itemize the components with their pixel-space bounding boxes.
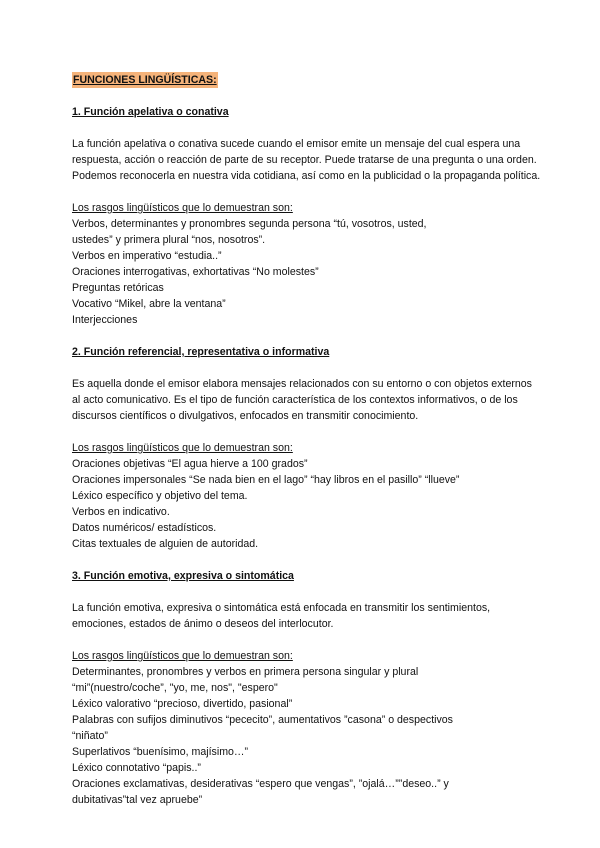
section-emotiva xyxy=(72,568,542,808)
section-referencial xyxy=(72,344,542,552)
list-item: Palabras con sufijos diminutivos “pececito”, aumentativos ”casona” o despectivos xyxy=(72,714,453,726)
list-item: Oraciones impersonales “Se nada bien en el lago” “hay libros en el pasillo” “llueve” xyxy=(72,474,460,486)
section-heading: 1. Función apelativa o conativa xyxy=(72,106,229,118)
section-paragraph: La función emotiva, expresiva o sintomática está enfocada en transmitir los sentimientos, emociones, estados de ánimo o deseos del interlocutor. xyxy=(72,602,491,630)
list-item: Vocativo “Mikel, abre la ventana” xyxy=(72,298,226,310)
traits-list xyxy=(72,664,542,808)
list-item: Léxico valorativo “precioso, divertido, pasional” xyxy=(72,698,293,710)
section-paragraph: La función apelativa o conativa sucede cuando el emisor emite un mensaje del cual espera una respuesta, acción o reacción de parte de su receptor. Puede tratarse de una pregunta o una orden. Podemos reconocerla en nuestra vida cotidiana, así como en la publicidad o la propaganda política. xyxy=(72,138,541,182)
list-item: Superlativos “buenísimo, majísimo…” xyxy=(72,746,249,758)
list-item: Oraciones objetivas “El agua hierve a 100 grados” xyxy=(72,458,308,470)
list-item: Léxico específico y objetivo del tema. xyxy=(72,490,248,502)
list-item: Verbos en imperativo “estudia..” xyxy=(72,250,222,262)
section-paragraph: Es aquella donde el emisor elabora mensajes relacionados con su entorno o con objetos externos al acto comunicativo. Es el tipo de función característica de los contextos informativos, o de los discursos científicos o divulgativos, enfocados en transmitir conocimiento. xyxy=(72,378,532,422)
list-item: Determinantes, pronombres y verbos en primera persona singular y plural xyxy=(72,666,419,678)
traits-list xyxy=(72,456,542,552)
list-item: dubitativas”tal vez apruebe” xyxy=(72,794,203,806)
list-item: Verbos en indicativo. xyxy=(72,506,170,518)
list-item: Citas textuales de alguien de autoridad. xyxy=(72,538,259,550)
list-item: “mi”(nuestro/coche”, "yo, me, nos", "espero" xyxy=(72,682,278,694)
document-title: FUNCIONES LINGÜÍSTICAS: xyxy=(73,74,217,86)
list-item: Oraciones exclamativas, desiderativas “espero que vengas”, ”ojalá…””deseo..” y xyxy=(72,778,449,790)
traits-heading: Los rasgos lingüísticos que lo demuestran son: xyxy=(72,650,293,662)
list-item: “niñato” xyxy=(72,730,108,742)
list-item: Verbos, determinantes y pronombres segunda persona “tú, vosotros, usted, xyxy=(72,218,427,230)
list-item: ustedes” y primera plural “nos, nosotros”. xyxy=(72,234,266,246)
list-item: Datos numéricos/ estadísticos. xyxy=(72,522,217,534)
traits-heading: Los rasgos lingüísticos que lo demuestran son: xyxy=(72,442,293,454)
document-page xyxy=(72,72,542,824)
list-item: Preguntas retóricas xyxy=(72,282,164,294)
traits-heading: Los rasgos lingüísticos que lo demuestran son: xyxy=(72,202,293,214)
section-apelativa xyxy=(72,104,542,328)
list-item: Léxico connotativo “papis..” xyxy=(72,762,201,774)
section-heading: 3. Función emotiva, expresiva o sintomática xyxy=(72,570,294,582)
list-item: Interjecciones xyxy=(72,314,138,326)
list-item: Oraciones interrogativas, exhortativas “No molestes” xyxy=(72,266,319,278)
traits-list xyxy=(72,216,542,328)
section-heading: 2. Función referencial, representativa o informativa xyxy=(72,346,330,358)
